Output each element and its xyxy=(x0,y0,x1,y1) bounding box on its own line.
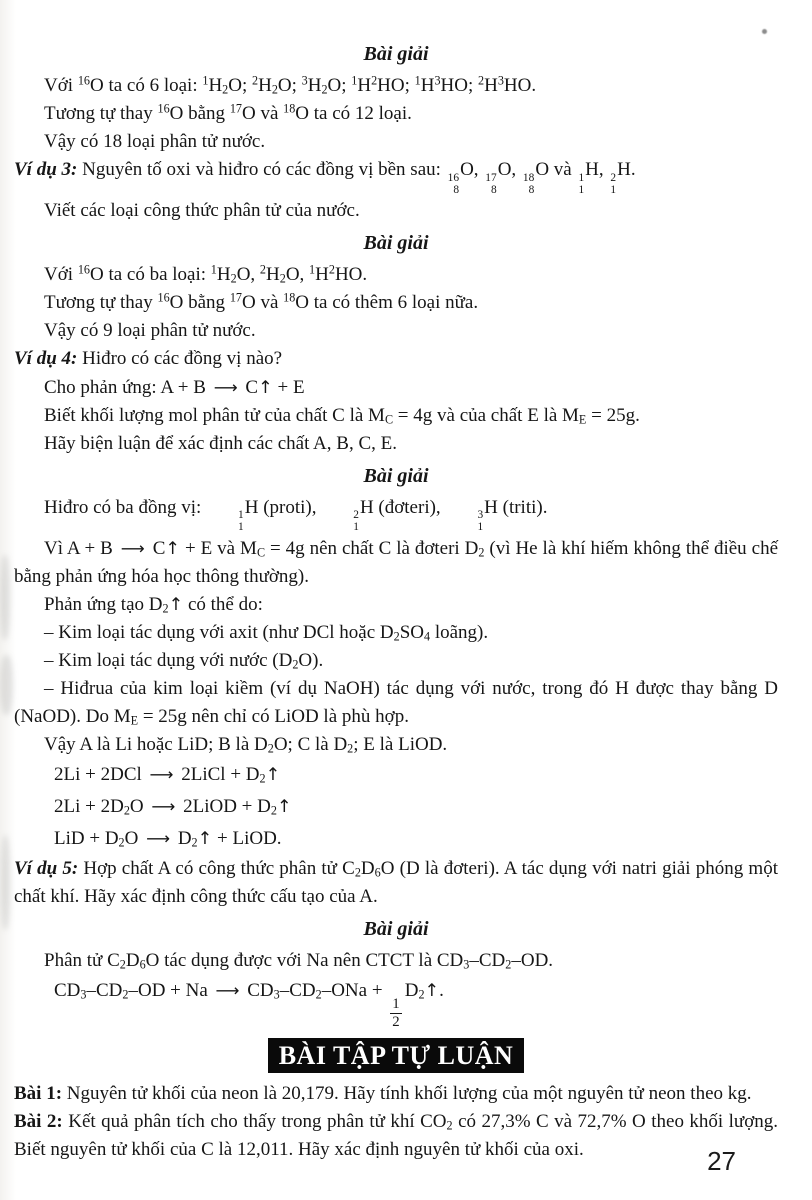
solution-heading: Bài giải xyxy=(363,464,429,487)
subscript: 2 xyxy=(270,803,277,818)
superscript: 16 xyxy=(77,261,90,276)
scan-speck xyxy=(762,29,767,34)
subscript: 2 xyxy=(191,835,198,850)
superscript: 2 xyxy=(478,73,485,88)
subscript: 2 xyxy=(230,271,237,286)
subscript: 3 xyxy=(463,957,470,972)
subscript: 2 xyxy=(267,741,274,756)
text-line: Với $^{16}$O ta có 6 loại: $^1$H2O; $^2$H2O; $^3$H2O; $^1H^2HO$; $^1H^3HO$; $^2H^3HO$. xyxy=(44,73,537,97)
gas-up-arrow-icon: ↑ xyxy=(276,797,292,818)
denominator: 2 xyxy=(392,1013,400,1030)
text-line: – Kim loại tác dụng với nước (D2O). xyxy=(44,650,324,672)
subscript: 2 xyxy=(347,741,354,756)
superscript: 17 xyxy=(229,101,242,116)
isotope-notation xyxy=(448,173,459,197)
isotope-notation xyxy=(523,173,534,197)
superscript: 1 xyxy=(202,73,209,88)
solution-heading: Bài giải xyxy=(363,231,429,254)
superscript: 3 xyxy=(497,73,504,88)
superscript: 2 xyxy=(252,73,259,88)
superscript: 1 xyxy=(309,261,316,276)
subscript: 2 xyxy=(279,271,286,286)
subscript: 2 xyxy=(271,82,278,97)
subscript: 2 xyxy=(118,835,125,850)
paragraph: Ví dụ 3: Nguyên tố oxi và hiđro có các đồng vị bền sau: 16 8 O, 17 8 O, 18 8 O và 1 1 H, 2 1 H. xyxy=(14,159,636,196)
superscript: 2 xyxy=(371,73,378,88)
paragraph: Bài 1: Nguyên tử khối của neon là 20,179. Hãy tính khối lượng của một nguyên tử neon theo kg. xyxy=(14,1083,752,1105)
superscript: 1 xyxy=(210,261,217,276)
text-line: Tương tự thay $^{16}$O bằng $^{17}$O và $^{18}$O ta có 12 loại. xyxy=(44,101,412,124)
subscript: 2 xyxy=(315,987,322,1002)
subscript: 2 xyxy=(418,987,425,1002)
paragraph: Vì A + B ⟶ C↑ + E và MC = 4g nên chất C là đơteri D2 (vì He là khí hiếm không thể điều chế bằng phản ứng hóa học thông thường). xyxy=(14,538,778,588)
paragraph: Ví dụ 5: Hợp chất A có công thức phân tử C2D6O (D là đơteri). A tác dụng với natri giải phóng một chất khí. Hãy xác định công thức cấu tạo của A. xyxy=(14,858,778,908)
mass-number: 17 xyxy=(485,171,497,184)
numerator: 1 xyxy=(392,996,400,1013)
atomic-number: 1 xyxy=(353,521,359,534)
superscript: 18 xyxy=(283,289,296,304)
chem-equation: CD3–CD2–OD + Na ⟶ CD3–CD2–ONa + $\frac{1}{2}$ D2↑. xyxy=(54,980,444,1030)
subscript: 2 xyxy=(446,1118,453,1133)
superscript: 16 xyxy=(157,101,170,116)
lead-label: Bài 2: xyxy=(14,1111,63,1133)
chem-equation: LiD + D2O ⟶ D2↑ + LiOD. xyxy=(54,828,282,850)
isotope-notation xyxy=(208,510,244,534)
atomic-number: 8 xyxy=(490,183,497,196)
gas-up-arrow-icon: ↑ xyxy=(165,539,181,560)
text-line: Viết các loại công thức phân tử của nước. xyxy=(44,199,360,221)
subscript: 2 xyxy=(393,629,400,644)
section-banner-row xyxy=(14,1038,778,1073)
gas-up-arrow-icon: ↑ xyxy=(265,765,281,786)
mass-number: 3 xyxy=(477,509,484,522)
reaction-arrow-icon: ⟶ xyxy=(151,796,176,817)
paragraph: Ví dụ 4: Hiđro có các đồng vị nào? xyxy=(14,347,283,369)
atomic-number: 1 xyxy=(578,183,585,196)
subscript: C xyxy=(384,412,394,427)
subscript: 3 xyxy=(80,987,87,1002)
text-line: – Kim loại tác dụng với axit (như DCl hoặc D2SO4 loãng). xyxy=(44,622,489,644)
atomic-number: 8 xyxy=(528,183,535,196)
reaction-arrow-icon: ⟶ xyxy=(146,828,171,849)
subscript: 2 xyxy=(123,803,130,818)
isotope-notation xyxy=(447,510,483,534)
gas-up-arrow-icon: ↑ xyxy=(424,981,440,1002)
superscript: 1 xyxy=(351,73,358,88)
lead-label: Bài 1: xyxy=(14,1083,63,1105)
reaction-arrow-icon: ⟶ xyxy=(149,764,174,785)
mass-number: 2 xyxy=(353,509,359,522)
reaction-arrow-icon: ⟶ xyxy=(120,538,145,559)
text-line: Với $^{16}$O ta có ba loại: $^1$H2O, $^2$H2O, $^1H^2HO$. xyxy=(44,261,368,286)
page-content xyxy=(14,36,778,1164)
mass-number: 1 xyxy=(578,171,585,184)
superscript: 16 xyxy=(157,289,170,304)
scan-smudge xyxy=(1,835,10,930)
mass-number: 1 xyxy=(238,509,244,522)
lead-label: Ví dụ 3: xyxy=(14,159,78,180)
subscript: E xyxy=(130,713,139,728)
reaction-arrow-icon: ⟶ xyxy=(213,376,238,397)
atomic-number: 1 xyxy=(477,521,484,534)
paragraph: – Hiđrua của kim loại kiềm (ví dụ NaOH) tác dụng với nước, trong đó H được thay bằng D (NaOD). Do ME = 25g nên chỉ có LiOD là phù hợp. xyxy=(14,678,778,728)
text-line: Vậy A là Li hoặc LiD; B là D2O; C là D2; E là LiOD. xyxy=(44,734,448,756)
mass-number: 18 xyxy=(522,171,535,184)
superscript: 18 xyxy=(283,101,296,116)
text-line: Phản ứng tạo D2↑ có thể do: xyxy=(44,594,263,616)
lead-label: Ví dụ 4: xyxy=(14,347,78,369)
subscript: 2 xyxy=(222,82,229,97)
superscript: 2 xyxy=(328,261,335,276)
reaction-arrow-icon: ⟶ xyxy=(215,980,240,1001)
fraction xyxy=(390,996,401,1030)
subscript: 6 xyxy=(139,957,146,972)
subscript: 6 xyxy=(374,865,381,880)
subscript: 2 xyxy=(321,82,328,97)
text-line: Vậy có 18 loại phân tử nước. xyxy=(44,131,266,152)
solution-heading: Bài giải xyxy=(363,918,429,941)
subscript: 2 xyxy=(354,865,361,880)
section-banner-label: BÀI TẬP TỰ LUẬN xyxy=(268,1038,525,1073)
paragraph: Bài 2: Kết quả phân tích cho thấy trong phân tử khí CO2 có 27,3% C và 72,7% O theo khối lượng. Biết nguyên tử khối của C là 12,011. Hãy xác định nguyên tử khối của oxi. xyxy=(14,1111,779,1161)
scan-smudge xyxy=(0,555,10,640)
solution-heading: Bài giải xyxy=(363,43,429,65)
subscript: 2 xyxy=(122,987,129,1002)
text-line: Phân tử C2D6O tác dụng được với Na nên CTCT là CD3–CD2–OD. xyxy=(44,950,554,972)
isotope-notation xyxy=(578,173,584,197)
text-line: Hãy biện luận để xác định các chất A, B, C, E. xyxy=(44,432,397,454)
gas-up-arrow-icon: ↑ xyxy=(258,377,273,398)
text-line: Vậy có 9 loại phân tử nước. xyxy=(44,319,256,341)
superscript: 3 xyxy=(301,73,308,88)
text-line: Biết khối lượng mol phân tử của chất C là MC = 4g và của chất E là ME = 25g. xyxy=(44,404,640,427)
superscript: 2 xyxy=(259,261,266,276)
subscript: E xyxy=(578,412,587,427)
gas-up-arrow-icon: ↑ xyxy=(197,829,213,850)
subscript: 2 xyxy=(259,771,266,786)
atomic-number: 1 xyxy=(610,183,617,196)
superscript: 17 xyxy=(229,289,242,304)
subscript: 4 xyxy=(424,629,431,644)
mass-number: 16 xyxy=(447,171,460,184)
subscript: 2 xyxy=(478,545,485,560)
subscript: 3 xyxy=(273,987,280,1002)
mass-number: 2 xyxy=(610,171,617,184)
atomic-number: 8 xyxy=(453,183,460,196)
text-line: Cho phản ứng: A + B ⟶ C↑ + E xyxy=(44,376,305,398)
text-line: Tương tự thay $^{16}$O bằng $^{17}$O và $^{18}$O ta có thêm 6 loại nữa. xyxy=(44,289,479,313)
subscript: C xyxy=(256,545,266,560)
page-number: 27 xyxy=(707,1146,736,1176)
subscript: 2 xyxy=(162,601,169,616)
subscript: 2 xyxy=(119,957,126,972)
atomic-number: 1 xyxy=(238,521,244,534)
gas-up-arrow-icon: ↑ xyxy=(168,595,184,616)
subscript: 2 xyxy=(505,957,512,972)
isotope-notation xyxy=(485,173,496,197)
lead-label: Ví dụ 5: xyxy=(14,858,79,880)
superscript: 16 xyxy=(77,73,90,88)
isotope-notation xyxy=(610,173,616,197)
chem-equation: 2Li + 2DCl ⟶ 2LiCl + D2↑ xyxy=(54,764,281,786)
text-line: Hiđro có ba đồng vị: 1 1 H (proti), 2 1 H (đơteri), 3 1 H (triti). xyxy=(44,496,548,534)
superscript: 1 xyxy=(414,73,421,88)
isotope-notation xyxy=(323,510,359,534)
subscript: 2 xyxy=(292,657,299,672)
superscript: 3 xyxy=(434,73,441,88)
scan-smudge xyxy=(0,655,13,715)
chem-equation: 2Li + 2D2O ⟶ 2LiOD + D2↑ xyxy=(54,796,292,818)
